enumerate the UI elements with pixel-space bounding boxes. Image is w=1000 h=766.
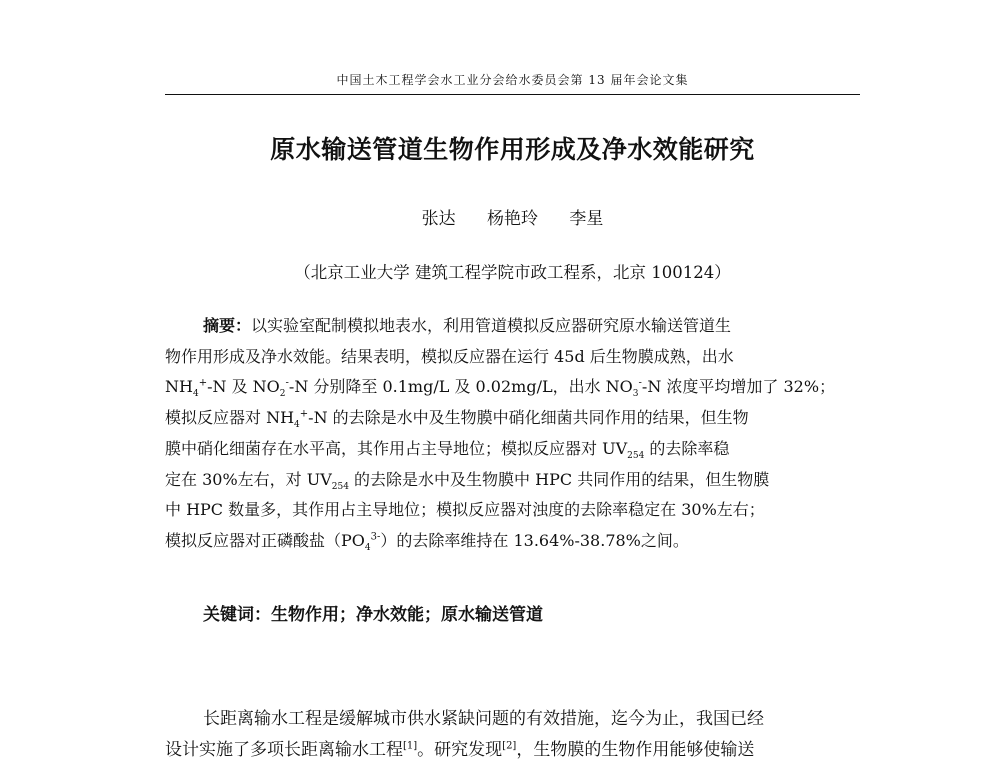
citation-ref[interactable]: [2] <box>502 740 517 752</box>
author-name: 张达 <box>421 209 456 229</box>
abstract-line: 中 HPC 数量多，其作用占主导地位；模拟反应器对浊度的去除率稳定在 30%左右； <box>165 500 765 520</box>
abstract-line: 定在 30%左右，对 $UV_{254}$ 的去除是水中及生物膜中 HPC 共同作用的结果，但生物膜 <box>165 469 770 492</box>
header-rule <box>165 94 860 95</box>
body-line: 设计实施了多项长距离输水工程[1]。研究发现[2]，生物膜的生物作用能够使输送 <box>165 740 755 760</box>
keywords: 关键词：生物作用；净水效能；原水输送管道 <box>203 605 543 625</box>
affiliation: （北京工业大学 建筑工程学院市政工程系，北京 100124） <box>294 263 731 282</box>
abstract-line: 模拟反应器对 $NH_4^+-N$ 的去除是水中及生物膜中硝化细菌共同作用的结果，但生物 <box>165 408 749 431</box>
abstract <box>165 311 860 557</box>
author-name: 李星 <box>569 209 604 229</box>
abstract-line: 膜中硝化细菌存在水平高，其作用占主导地位；模拟反应器对 $UV_{254}$ 的去除率稳 <box>165 438 730 461</box>
body-line: 长距离输水工程是缓解城市供水紧缺问题的有效措施，迄今为止，我国已经 <box>203 709 764 729</box>
running-header: 中国土木工程学会水工业分会给水委员会第 13 届年会论文集 <box>336 73 689 87</box>
paper-title: 原水输送管道生物作用形成及净水效能研究 <box>270 135 755 164</box>
abstract-line: $NH_4^+-N$ 及 $NO_2^--N$ 分别降至 0.1mg/L 及 0.02mg/L，出水 $NO_3^--N$ 浓度平均增加了 32%； <box>165 377 836 400</box>
body-paragraph <box>165 704 860 766</box>
abstract-label: 摘要： <box>203 316 252 335</box>
abstract-line: 物作用形成及净水效能。结果表明，模拟反应器在运行 45d 后生物膜成熟，出水 <box>165 346 734 366</box>
abstract-line: 模拟反应器对正磷酸盐$(PO_4^{3-})$的去除率维持在 13.64%-38.78%之间。 <box>165 530 689 554</box>
citation-ref[interactable]: [1] <box>403 740 418 752</box>
author-list <box>165 204 860 229</box>
abstract-line: 摘要：以实验室配制模拟地表水，利用管道模拟反应器研究原水输送管道生 <box>203 316 732 335</box>
author-name: 杨艳玲 <box>487 209 538 229</box>
